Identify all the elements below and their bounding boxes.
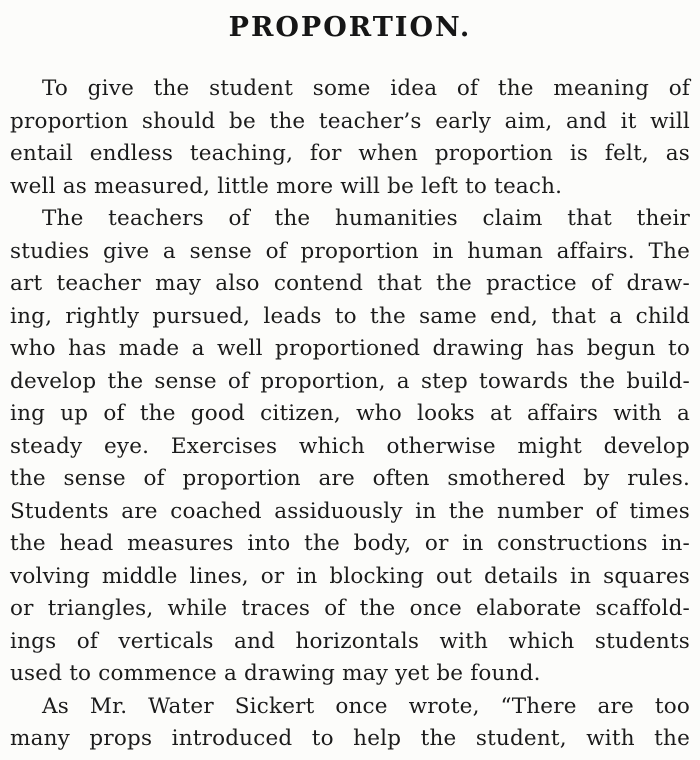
text-line: well as measured, little more will be left to teach. [10,173,563,199]
text-line: many props introduced to help the student, with the [10,726,690,751]
text-line: the head measures into the body, or in constructions in- [10,531,690,556]
text-line: Students are coached assiduously in the number of times [10,498,690,524]
text-line: As Mr. Water Sickert once wrote, “There are too [42,693,690,719]
text-line: ings of verticals and horizontals with which students [10,628,690,654]
text-line: or triangles, while traces of the once elaborate scaffold- [10,596,690,621]
page-body [0,73,700,756]
text-line: art teacher may also contend that the practice of draw- [10,271,690,296]
text-line: ing, rightly pursued, leads to the same end, that a child [10,303,690,329]
page-title: PROPORTION. [228,12,472,43]
paragraph-3 [10,691,690,756]
text-line: develop the sense of proportion, a step towards the build- [10,368,690,394]
text-line: To give the student some idea of the meaning of [42,76,690,101]
text-line: proportion should be the teacher’s early aim, and it will [10,108,690,134]
paragraph-1 [10,73,690,203]
text-line: who has made a well proportioned drawing has begun to [10,336,690,361]
text-line: volving middle lines, or in blocking out details in squares [10,563,690,589]
text-line: entail endless teaching, for when proportion is felt, as [10,141,690,166]
text-line: The teachers of the humanities claim that their [42,206,690,231]
text-line: steady eye. Exercises which otherwise might develop [10,433,690,459]
paragraph-2 [10,203,690,691]
text-line: the sense of proportion are often smothered by rules. [10,466,690,491]
text-line: studies give a sense of proportion in human affairs. The [10,238,690,264]
text-line: ing up of the good citizen, who looks at affairs with a [10,401,690,426]
text-line: used to commence a drawing may yet be found. [10,661,541,686]
